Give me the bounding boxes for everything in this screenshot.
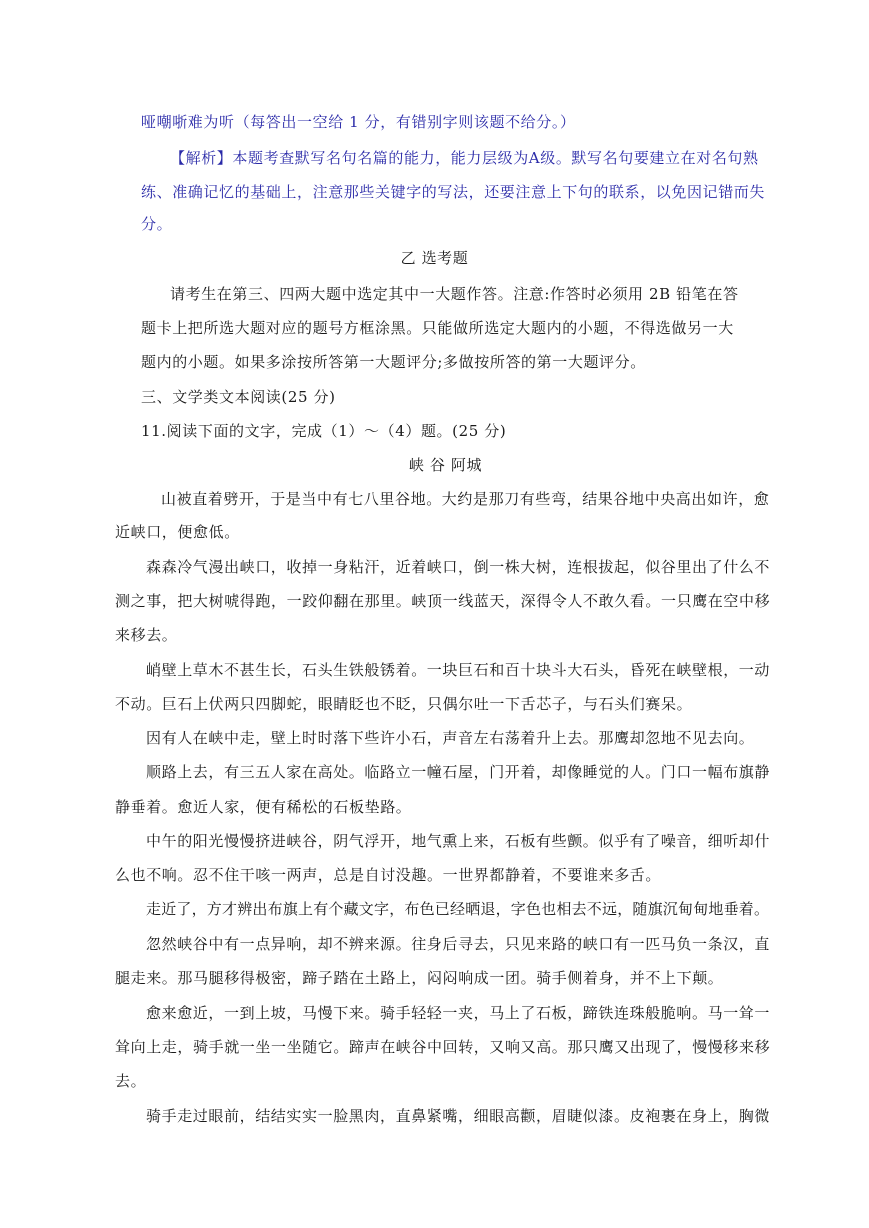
analysis-line: 练、准确记忆的基础上，注意那些关键字的写法，还要注意上下句的联系，以免因记错而失 (141, 183, 766, 201)
story-line: 来移去。 (115, 626, 178, 644)
story-title: 峡 谷 阿城 (408, 456, 483, 474)
story-line: 顺路上去，有三五人家在高处。临路立一幢石屋，门开着，却像睡觉的人。门口一幅布旗静 (146, 763, 771, 781)
story-line: 不动。巨石上伏两只四脚蛇，眼睛眨也不眨，只偶尔吐一下舌芯子，与石头们赛呆。 (115, 695, 693, 713)
section-b-title: 乙 选考题 (400, 249, 469, 267)
story-line: 山被直着劈开，于是当中有七八里谷地。大约是那刀有些弯，结果谷地中央高出如许，愈 (161, 490, 770, 508)
instruction-line: 题内的小题。如果多涂按所答第一大题评分;多做按所答的第一大题评分。 (141, 353, 646, 371)
story-line: 忽然峡谷中有一点异响，却不辨来源。往身后寻去，只见来路的峡口有一匹马负一条汉，直 (146, 935, 771, 953)
analysis-line: 【解析】本题考查默写名句名篇的能力，能力层级为A级。默写名句要建立在对名句熟 (170, 149, 759, 167)
instruction-line: 请考生在第三、四两大题中选定其中一大题作答。注意:作答时必须用 2B 铅笔在答 (170, 285, 739, 303)
story-line: 峭壁上草木不甚生长，石头生铁般锈着。一块巨石和百十块斗大石头，昏死在峡壁根，一动 (146, 661, 771, 679)
story-line: 森森冷气漫出峡口，收掉一身粘汗，近着峡口，倒一株大树，连根拔起，似谷里出了什么不 (146, 558, 771, 576)
story-line: 耸向上走，骑手就一坐一坐随它。蹄声在峡谷中回转，又响又高。那只鹰又出现了，慢慢移来移 (115, 1038, 771, 1056)
answer-line: 哑嘲哳难为听（每答出一空给 1 分，有错别字则该题不给分。） (141, 113, 576, 131)
story-line: 走近了，方才辨出布旗上有个藏文字，布色已经晒退，字色也相去不远，随旗沉甸甸地垂着。 (146, 900, 770, 918)
story-line: 去。 (115, 1072, 147, 1090)
story-line: 腿走来。那马腿移得极密，蹄子踏在土路上，闷闷响成一团。骑手侧着身，并不上下颠。 (115, 969, 724, 987)
analysis-line: 分。 (141, 215, 173, 233)
section-heading: 三、文学类文本阅读(25 分) (141, 388, 336, 406)
story-line: 测之事，把大树唬得跑，一跤仰翻在那里。峡顶一线蓝天，深得令人不敢久看。一只鹰在空中移 (115, 592, 771, 610)
instruction-line: 题卡上把所选大题对应的题号方框涂黑。只能做所选定大题内的小题，不得选做另一大 (141, 319, 734, 337)
story-line: 静垂着。愈近人家，便有稀松的石板垫路。 (115, 798, 412, 816)
question-line: 11.阅读下面的文字，完成（1）～（4）题。(25 分) (141, 422, 507, 440)
story-line: 骑手走过眼前，结结实实一脸黑肉，直鼻紧嘴，细眼高颧，眉睫似漆。皮袍裹在身上，胸微 (146, 1107, 771, 1125)
story-line: 中午的阳光慢慢挤进峡谷，阴气浮开，地气熏上来，石板有些颤。似乎有了噪音，细听却什 (146, 832, 771, 850)
story-line: 因有人在峡中走，壁上时时落下些许小石，声音左右荡着升上去。那鹰却忽地不见去向。 (146, 729, 755, 747)
story-line: 愈来愈近，一到上坡，马慢下来。骑手轻轻一夹，马上了石板，蹄铁连珠般脆响。马一耸一 (146, 1004, 771, 1022)
story-line: 么也不响。忍不住干咳一两声，总是自讨没趣。一世界都静着，不要谁来多舌。 (115, 866, 662, 884)
story-line: 近峡口，便愈低。 (115, 523, 240, 541)
